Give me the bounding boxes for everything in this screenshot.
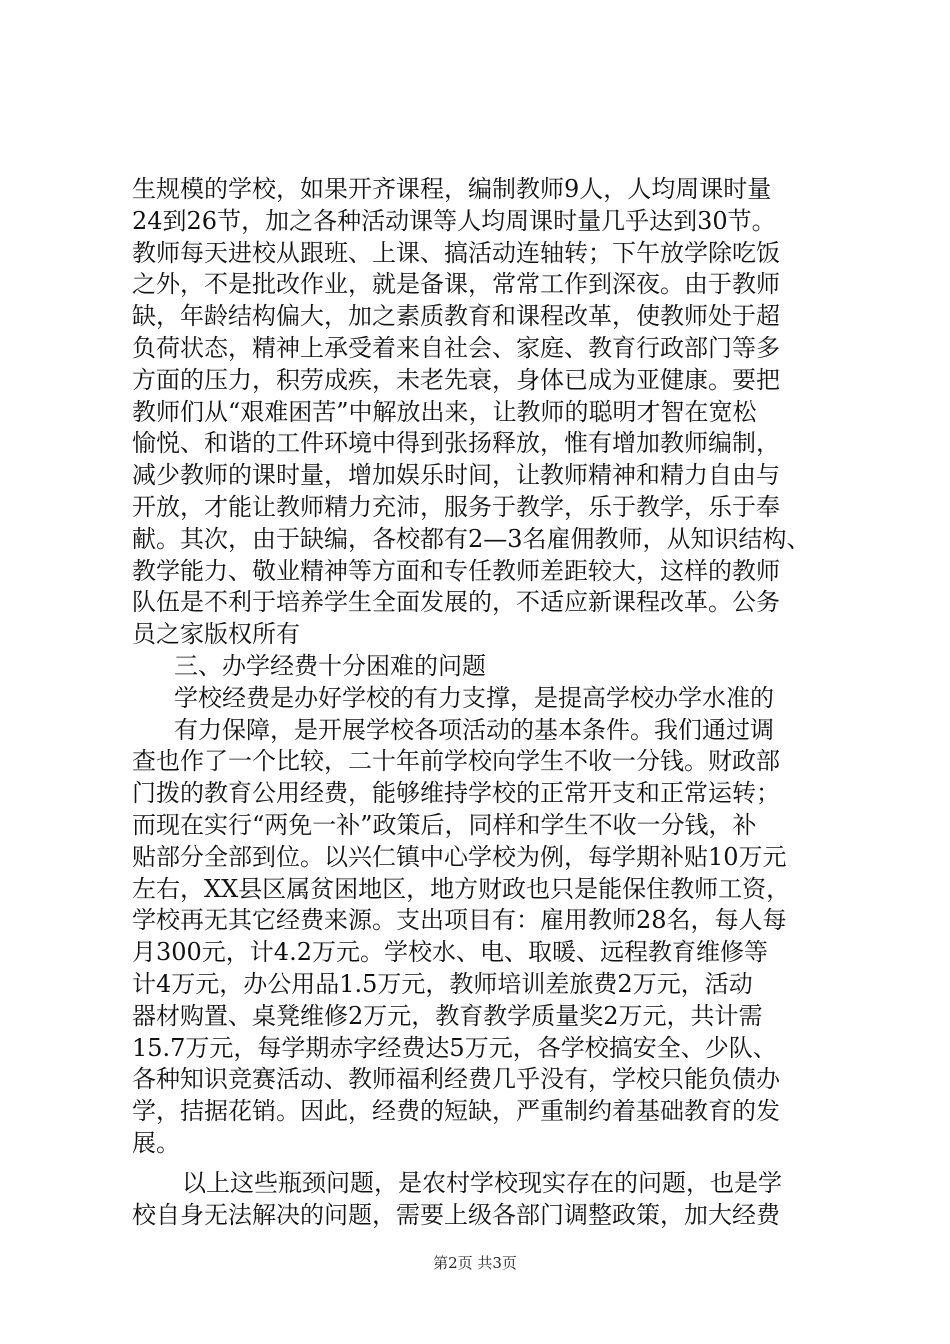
text-line: 计4万元，办公用品1.5万元，教师培训差旅费2万元，活动 bbox=[132, 969, 753, 998]
text-line: 贴部分全部到位。以兴仁镇中心学校为例，每学期补贴10万元 bbox=[132, 842, 787, 871]
text-line: 24到26节，加之各种活动课等人均周课时量几乎达到30节。 bbox=[132, 206, 776, 235]
text-line: 方面的压力，积劳成疾，未老先衰，身体已成为亚健康。要把 bbox=[132, 365, 780, 394]
text-line: 缺，年龄结构偏大，加之素质教育和课程改革，使教师处于超 bbox=[132, 302, 780, 331]
text-line: 开放，才能让教师精力充沛，服务于教学，乐于教学，乐于奉 bbox=[132, 492, 780, 521]
text-line: 队伍是不利于培养学生全面发展的，不适应新课程改革。公务 bbox=[132, 588, 780, 617]
text-line: 学校再无其它经费来源。支出项目有：雇用教师28名，每人每 bbox=[132, 906, 787, 935]
paragraph-teacher-workload bbox=[132, 174, 832, 1231]
text-line: 学，拮据花销。因此，经费的短缺，严重制约着基础教育的发 bbox=[132, 1097, 780, 1126]
text-line: 有力保障，是开展学校各项活动的基本条件。我们通过调 bbox=[174, 715, 774, 744]
text-line: 校自身无法解决的问题，需要上级各部门调整政策，加大经费 bbox=[132, 1200, 780, 1229]
text-line: 左右，XX县区属贫困地区，地方财政也只是能保住教师工资， bbox=[132, 874, 791, 903]
text-line: 教师每天进校从跟班、上课、搞活动连轴转；下午放学除吃饭 bbox=[132, 238, 780, 267]
text-line: 负荷状态，精神上承受着来自社会、家庭、教育行政部门等多 bbox=[132, 333, 780, 362]
text-line: 查也作了一个比较，二十年前学校向学生不收一分钱。财政部 bbox=[132, 747, 780, 776]
text-line: 而现在实行“两免一补”政策后，同样和学生不收一分钱，补 bbox=[132, 810, 757, 839]
text-line: 之外，不是批改作业，就是备课，常常工作到深夜。由于教师 bbox=[132, 270, 780, 299]
text-line: 教学能力、敬业精神等方面和专任教师差距较大，这样的教师 bbox=[132, 556, 780, 585]
section-heading: 三、办学经费十分困难的问题 bbox=[174, 651, 486, 680]
text-line: 月300元，计4.2万元。学校水、电、取暖、远程教育维修等 bbox=[132, 938, 768, 967]
page-footer: 第2页 共3页 bbox=[433, 1254, 517, 1272]
text-line: 员之家版权所有 bbox=[132, 620, 300, 649]
text-line: 门拨的教育公用经费，能够维持学校的正常开支和正常运转； bbox=[132, 779, 780, 808]
text-line: 器材购置、桌凳维修2万元，教育教学质量奖2万元，共计需 bbox=[132, 1001, 763, 1030]
text-line: 献。其次，由于缺编，各校都有2—3名雇佣教师，从知识结构、 bbox=[132, 524, 811, 553]
text-line: 教师们从“艰难困苦”中解放出来，让教师的聪明才智在宽松 bbox=[132, 397, 757, 426]
text-line: 学校经费是办好学校的有力支撑，是提高学校办学水准的 bbox=[174, 683, 774, 712]
text-line: 展。 bbox=[132, 1128, 180, 1157]
text-line: 15.7万元，每学期赤字经费达5万元，各学校搞安全、少队、 bbox=[132, 1033, 777, 1062]
text-line: 以上这些瓶颈问题，是农村学校现实存在的问题，也是学 bbox=[182, 1168, 782, 1197]
text-line: 生规模的学校，如果开齐课程，编制教师9人，人均周课时量 bbox=[132, 175, 772, 203]
text-line: 减少教师的课时量，增加娱乐时间，让教师精神和精力自由与 bbox=[132, 461, 780, 490]
text-line: 愉悦、和谐的工件环境中得到张扬释放，惟有增加教师编制， bbox=[132, 429, 780, 458]
text-line: 各种知识竞赛活动、教师福利经费几乎没有，学校只能负债办 bbox=[132, 1065, 780, 1094]
